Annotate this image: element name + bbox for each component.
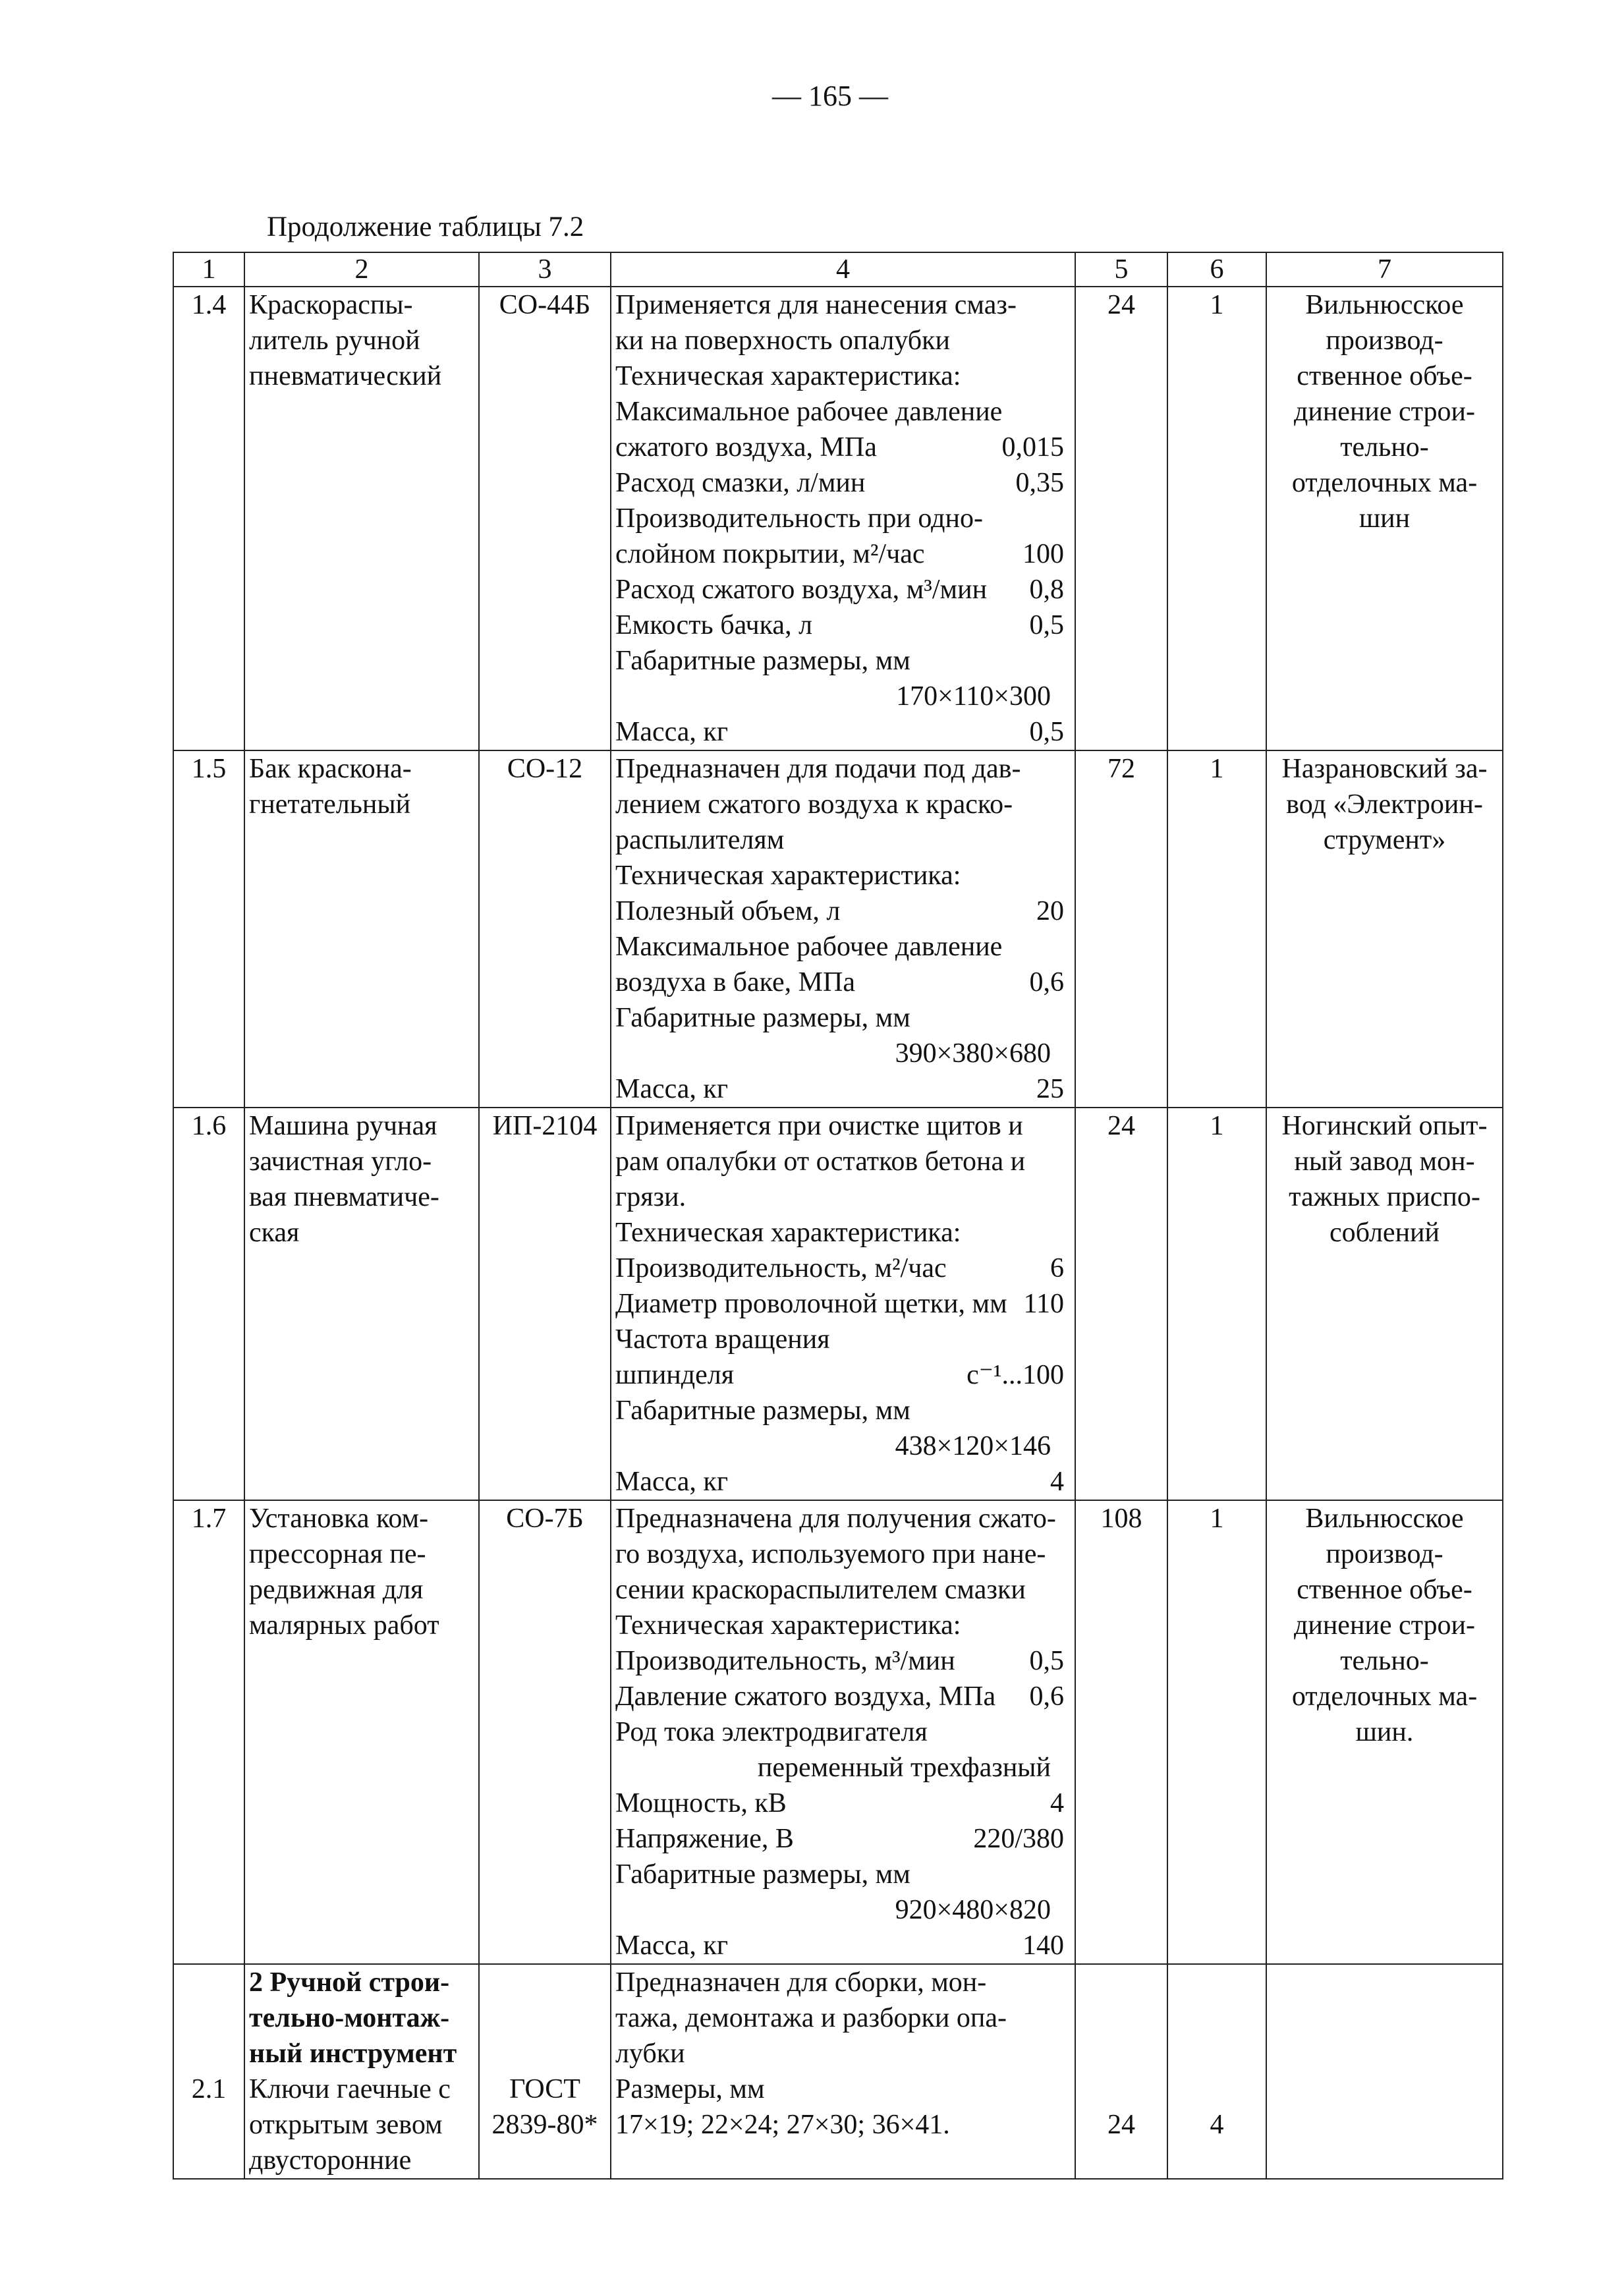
spec-value: 390×380×680 [895,1038,1051,1069]
manufacturer-line: Вильнюсское [1305,290,1464,320]
spec-value [1064,1322,1071,1357]
spec-value: с⁻¹...100 [966,1360,1064,1390]
equipment-name-line: Установка ком- [249,1504,429,1534]
spec-row [615,1714,1071,1750]
spec-value: 0,015 [1001,432,1064,463]
spec-row [615,929,1071,965]
count [1167,1964,1266,2179]
spec-value: 100 [1022,539,1064,569]
equipment-name-line: литель ручной [249,325,420,356]
manufacturer-line: отделочных ма- [1291,468,1478,498]
equipment-name [244,1108,479,1500]
spec-value [1064,643,1071,679]
spec-label: Масса, кг [615,717,729,747]
manufacturer-line: шин [1358,503,1411,534]
spec-label: Напряжение, В [615,1824,794,1854]
count-value: 4 [1210,2110,1224,2140]
spec-value [1064,929,1071,965]
description-line: рам опалубки от остатков бетона и [615,1146,1026,1177]
spec-row [615,643,1071,679]
page-number: — 165 — [772,80,888,112]
spec-row [615,536,1071,572]
spec-label: Частота вращения [615,1324,830,1355]
table-row [173,1108,1503,1500]
spec-row [615,1393,1071,1428]
section-heading-line: 2 Ручной строи- [249,1967,450,1998]
quantity: 108 [1075,1500,1167,1964]
spec-label: Производительность, м²/час [615,1253,947,1283]
count: 1 [1167,1108,1266,1500]
spec-value: 140 [1022,1930,1064,1961]
description-line: Предназначен для подачи под дав- [615,754,1021,784]
description-line: Размеры, мм [615,2074,765,2104]
manufacturer-line: вод «Электроин- [1286,789,1483,820]
spacer [484,1965,606,2000]
spec-value: 0,8 [1029,575,1064,605]
equipment-code: ИП-2104 [479,1108,611,1500]
spacer [178,1965,240,2000]
description-line: 17×19; 22×24; 27×30; 36×41. [615,2110,950,2140]
spec-row [615,501,1071,536]
equipment-name-line: зачистная угло- [249,1146,432,1177]
spec-value: 20 [1036,896,1064,926]
row-number: 1.6 [173,1108,244,1500]
spec-value: 0,35 [1015,468,1064,498]
section-heading-line: ный инструмент [249,2039,457,2069]
equipment-code: СО-12 [479,750,611,1108]
spec-value [1064,394,1071,430]
spec-label: Емкость бачка, л [615,610,813,640]
spec-row [615,1464,1071,1500]
row-number: 1.5 [173,750,244,1108]
quantity: 24 [1075,1108,1167,1500]
spec-row [615,1322,1071,1357]
spec-row [615,965,1071,1000]
manufacturer-line: тельно- [1340,1646,1429,1676]
spec-value: 0,5 [1029,717,1064,747]
spec-label: Производительность при одно- [615,503,983,534]
equipment-name-line: открытым зевом [249,2110,443,2140]
spacer [178,2000,240,2036]
table-row [173,287,1503,750]
table-row [173,1500,1503,1964]
equipment-description [611,287,1075,750]
code-line: ГОСТ [509,2074,580,2104]
description-line: Техническая характеристика: [615,361,961,391]
manufacturer-line: тажных приспо- [1289,1182,1480,1212]
spec-value: 0,6 [1029,967,1064,998]
quantity-value: 24 [1107,2110,1135,2140]
description-line: го воздуха, используемого при нане- [615,1539,1046,1569]
description-line: Применяется для нанесения смаз- [615,290,1017,320]
manufacturer-line: Назрановский за- [1281,754,1488,784]
manufacturer [1266,1964,1503,2179]
description-line: Предназначен для сборки, мон- [615,1967,987,1998]
equipment-name-line: ская [249,1218,300,1248]
spec-row [615,465,1071,501]
equipment-name [244,1964,479,2179]
quantity [1075,1964,1167,2179]
description-line: Техническая характеристика: [615,860,961,891]
spec-label: воздуха в баке, МПа [615,967,855,998]
spec-row [615,1643,1071,1679]
spec-row [615,1786,1071,1821]
spec-label: Масса, кг [615,1074,729,1104]
spec-label: Род тока электродвигателя [615,1717,928,1747]
spec-row [615,430,1071,465]
spec-label: Расход смазки, л/мин [615,468,866,498]
spec-label: Диаметр проволочной щетки, мм [615,1289,1007,1319]
spacer [1080,2000,1163,2036]
spec-label: Масса, кг [615,1930,729,1961]
count: 1 [1167,1500,1266,1964]
description-line: тажа, демонтажа и разборки опа- [615,2003,1007,2033]
spec-value: 170×110×300 [896,681,1051,712]
column-header: 4 [611,252,1075,287]
manufacturer [1266,1108,1503,1500]
manufacturer-line: Вильнюсское [1305,1504,1464,1534]
spec-row [615,1000,1071,1036]
description-line: сении краскораспылителем смазки [615,1575,1026,1605]
description-line: лением сжатого воздуха к краско- [615,789,1013,820]
spec-value: 25 [1036,1074,1064,1104]
equipment-name-line: вая пневматиче- [249,1182,439,1212]
spec-value [1064,501,1071,536]
spec-row [615,1857,1071,1892]
row-number [173,1964,244,2179]
equipment-name-line: гнетательный [249,789,411,820]
spec-row [615,1928,1071,1963]
manufacturer-line: соблений [1330,1218,1440,1248]
equipment-name-line: двусторонние [249,2145,412,2176]
spacer [1080,1965,1163,2000]
equipment-description [611,1500,1075,1964]
manufacturer-line: струмент» [1323,825,1446,855]
table-caption: Продолжение таблицы 7.2 [267,211,584,242]
manufacturer-line: производ- [1326,325,1443,356]
description-line: Техническая характеристика: [615,1218,961,1248]
column-header: 6 [1167,252,1266,287]
column-header: 2 [244,252,479,287]
equipment-name-line: Машина ручная [249,1111,437,1141]
spec-value [1064,1393,1071,1428]
count: 1 [1167,750,1266,1108]
spec-row [615,1357,1071,1393]
spec-value: 4 [1050,1467,1064,1497]
spec-row [615,1286,1071,1322]
spec-label: Габаритные размеры, мм [615,1003,910,1033]
equipment-code: СО-44Б [479,287,611,750]
manufacturer-line: динение строи- [1293,1610,1476,1641]
spec-label: Полезный объем, л [615,896,841,926]
spec-row [615,893,1071,929]
section-heading-line: тельно-монтаж- [249,2003,450,2033]
manufacturer-line: отделочных ма- [1291,1681,1478,1712]
equipment-name [244,287,479,750]
column-header: 5 [1075,252,1167,287]
equipment-description [611,750,1075,1108]
spec-value: 6 [1050,1253,1064,1283]
spec-label: Максимальное рабочее давление [615,932,1003,962]
manufacturer [1266,287,1503,750]
spacer [1080,2071,1163,2107]
spacer [1172,2000,1262,2036]
manufacturer-line: ный завод мон- [1294,1146,1475,1177]
spec-label: Давление сжатого воздуха, МПа [615,1681,996,1712]
description-line: грязи. [615,1182,686,1212]
equipment-code [479,1964,611,2179]
spec-label: Расход сжатого воздуха, м³/мин [615,575,988,605]
equipment-name-line: прессорная пе- [249,1539,426,1569]
table-row [173,750,1503,1108]
spec-label: Габаритные размеры, мм [615,646,910,676]
equipment-name-line: Ключи гаечные с [249,2074,451,2104]
spec-row [615,1679,1071,1714]
spec-value [1064,1857,1071,1892]
spec-value: 0,5 [1029,1646,1064,1676]
spec-row [615,1071,1071,1107]
spec-value: 4 [1050,1788,1064,1818]
spec-row [615,394,1071,430]
spacer [1172,2071,1262,2107]
table-row [173,1964,1503,2179]
spec-label: Максимальное рабочее давление [615,397,1003,427]
manufacturer [1266,1500,1503,1964]
spec-value [1064,1714,1071,1750]
spec-value: 0,5 [1029,610,1064,640]
spec-label: слойном покрытии, м²/час [615,539,925,569]
spec-value: переменный трехфазный [757,1753,1051,1783]
spec-value: 220/380 [973,1824,1064,1854]
count: 1 [1167,287,1266,750]
equipment-table [173,252,1503,2180]
spec-value: 920×480×820 [895,1895,1051,1925]
equipment-code: СО-7Б [479,1500,611,1964]
manufacturer-line: динение строи- [1293,397,1476,427]
row-number: 1.7 [173,1500,244,1964]
manufacturer [1266,750,1503,1108]
spec-row [615,714,1071,750]
equipment-name-line: Краскораспы- [249,290,413,320]
code-line: 2839-80* [491,2110,598,2140]
equipment-name-line: Бак краскона- [249,754,412,784]
description-line: Предназначена для получения сжато- [615,1504,1056,1534]
equipment-description [611,1108,1075,1500]
manufacturer-line: тельно- [1340,432,1429,463]
quantity: 24 [1075,287,1167,750]
spacer [1172,1965,1262,2000]
spacer [484,2000,606,2036]
manufacturer-line: шин. [1355,1717,1414,1747]
manufacturer-line: ственное объе- [1297,361,1472,391]
spec-label: сжатого воздуха, МПа [615,432,877,463]
manufacturer-line: ственное объе- [1297,1575,1472,1605]
spec-value: 0,6 [1029,1681,1064,1712]
spec-value: 438×120×146 [895,1431,1051,1461]
spacer [484,2036,606,2071]
spec-row [615,572,1071,607]
description-line: распылителям [615,825,785,855]
spec-row [615,607,1071,643]
spacer [1080,2036,1163,2071]
spec-row [615,1821,1071,1857]
spec-value: 110 [1023,1289,1064,1319]
description-line: лубки [615,2039,685,2069]
spec-label: Мощность, кВ [615,1788,787,1818]
spec-label: Масса, кг [615,1467,729,1497]
equipment-name [244,750,479,1108]
equipment-description [611,1964,1075,2179]
description-line: Применяется при очистке щитов и [615,1111,1023,1141]
spec-label: Габаритные размеры, мм [615,1859,910,1890]
column-header: 1 [173,252,244,287]
column-number-row [173,252,1503,287]
equipment-name-line: редвижная для [249,1575,424,1605]
spacer [1172,2036,1262,2071]
spec-row [615,1251,1071,1286]
spec-label: Габаритные размеры, мм [615,1395,910,1426]
spec-label: шпинделя [615,1360,735,1390]
spec-label: Производительность, м³/мин [615,1646,955,1676]
row-number: 1.4 [173,287,244,750]
column-header: 7 [1266,252,1503,287]
spacer [178,2036,240,2071]
quantity: 72 [1075,750,1167,1108]
description-line: Техническая характеристика: [615,1610,961,1641]
manufacturer-line: производ- [1326,1539,1443,1569]
description-line: ки на поверхность опалубки [615,325,951,356]
column-header: 3 [479,252,611,287]
equipment-name [244,1500,479,1964]
spec-value [1064,1000,1071,1036]
row-number-value: 2.1 [191,2074,227,2104]
equipment-name-line: пневматический [249,361,442,391]
manufacturer-line: Ногинский опыт- [1281,1111,1488,1141]
equipment-name-line: малярных работ [249,1610,439,1641]
